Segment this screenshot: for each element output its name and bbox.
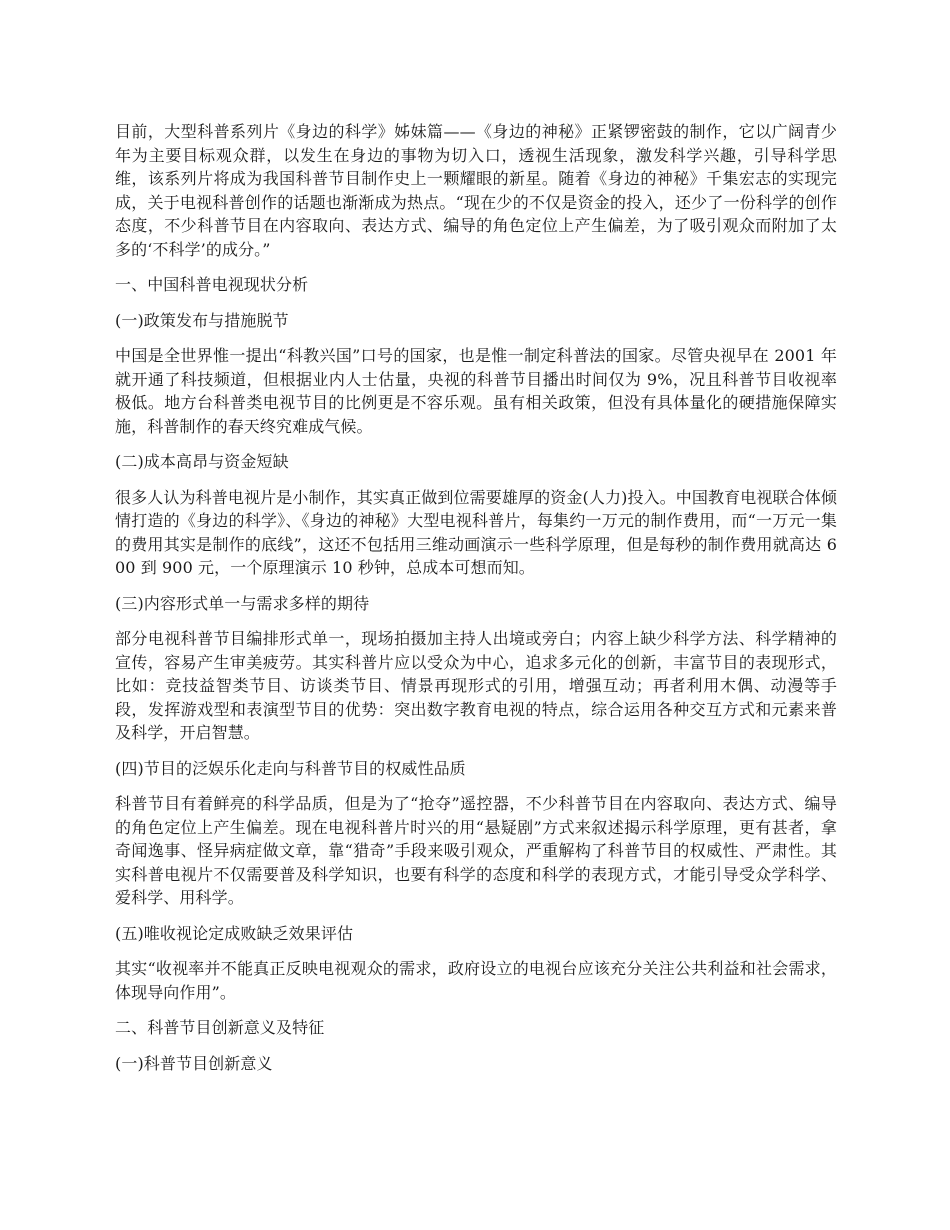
section-heading-2: 二、科普节目创新意义及特征 [115,1018,325,1037]
paragraph-policy: 中国是全世界惟一提出“科教兴国”口号的国家，也是惟一制定科普法的国家。尽管央视早在 2001 年就开通了科技频道，但根据业内人士估量，央视的科普节目播出时间仅为 9%，况且科普节目收视率极低。地方台科普类电视节目的比例更是不容乐观。虽有相关政策，但没有具体量化的硬措施保障实施，科普制作的春天终究难成气候。 [115,346,837,436]
subsection-heading-1-4: (四)节目的泛娱乐化走向与科普节目的权威性品质 [115,758,466,778]
paragraph-cost: 很多人认为科普电视片是小制作，其实真正做到位需要雄厚的资金(人力)投入。中国教育电视联合体倾情打造的《身边的科学》、《身边的神秘》大型电视科普片，每集约一万元的制作费用，而“一万元一集的费用其实是制作的底线”，这还不包括用三维动画演示一些科学原理，但是每秒的制作费用就高达 600 到 900 元，一个原理演示 10 秒钟，总成本可想而知。 [115,487,837,577]
paragraph-entertainment: 科普节目有着鲜亮的科学品质，但是为了“抢夺”遥控器，不少科普节目在内容取向、表达方式、编导的角色定位上产生偏差。现在电视科普片时兴的用“悬疑剧”方式来叙述揭示科学原理，更有甚者，拿奇闻逸事、怪异病症做文章，靠“猎奇”手段来吸引观众，严重解构了科普节目的权威性、严肃性。其实科普电视片不仅需要普及科学知识，也要有科学的态度和科学的表现方式，才能引导受众学科学、爱科学、用科学。 [115,794,837,907]
subsection-heading-1-5: (五)唯收视论定成败缺乏效果评估 [115,923,354,943]
section-heading-1: 一、中国科普电视现状分析 [115,275,309,294]
subsection-heading-1-2: (二)成本高昂与资金短缺 [115,452,289,471]
document-page [115,120,837,1087]
intro-paragraph: 目前，大型科普系列片《身边的科学》姊妹篇——《身边的神秘》正紧锣密鼓的制作，它以广阔青少年为主要目标观众群，以发生在身边的事物为切入口，透视生活现象，激发科学兴趣，引导科学思维，该系列片将成为我国科普节目制作史上一颗耀眼的新星。随着《身边的神秘》千集宏志的实现完成，关于电视科普创作的话题也渐渐成为热点。“现在少的不仅是资金的投入，还少了一份科学的创作态度，不少科普节目在内容取向、表达方式、编导的角色定位上产生偏差，为了吸引观众而附加了太多的‘不科学’的成分。” [115,122,837,259]
subsection-heading-1-3: (三)内容形式单一与需求多样的期待 [115,593,370,613]
subsection-heading-1-1: (一)政策发布与措施脱节 [115,310,289,330]
paragraph-format: 部分电视科普节目编排形式单一，现场拍摄加主持人出境或旁白；内容上缺少科学方法、科学精神的宣传，容易产生审美疲劳。其实科普片应以受众为中心，追求多元化的创新，丰富节目的表现形式，比如：竞技益智类节目、访谈类节目、情景再现形式的引用，增强互动；再者利用木偶、动漫等手段，发挥游戏型和表演型节目的优势：突出数字教育电视的特点，综合运用各种交互方式和元素来普及科学，开启智慧。 [115,629,837,742]
paragraph-ratings: 其实“收视率并不能真正反映电视观众的需求，政府设立的电视台应该充分关注公共利益和社会需求，体现导向作用”。 [115,959,837,1002]
subsection-heading-2-1: (一)科普节目创新意义 [115,1053,273,1073]
